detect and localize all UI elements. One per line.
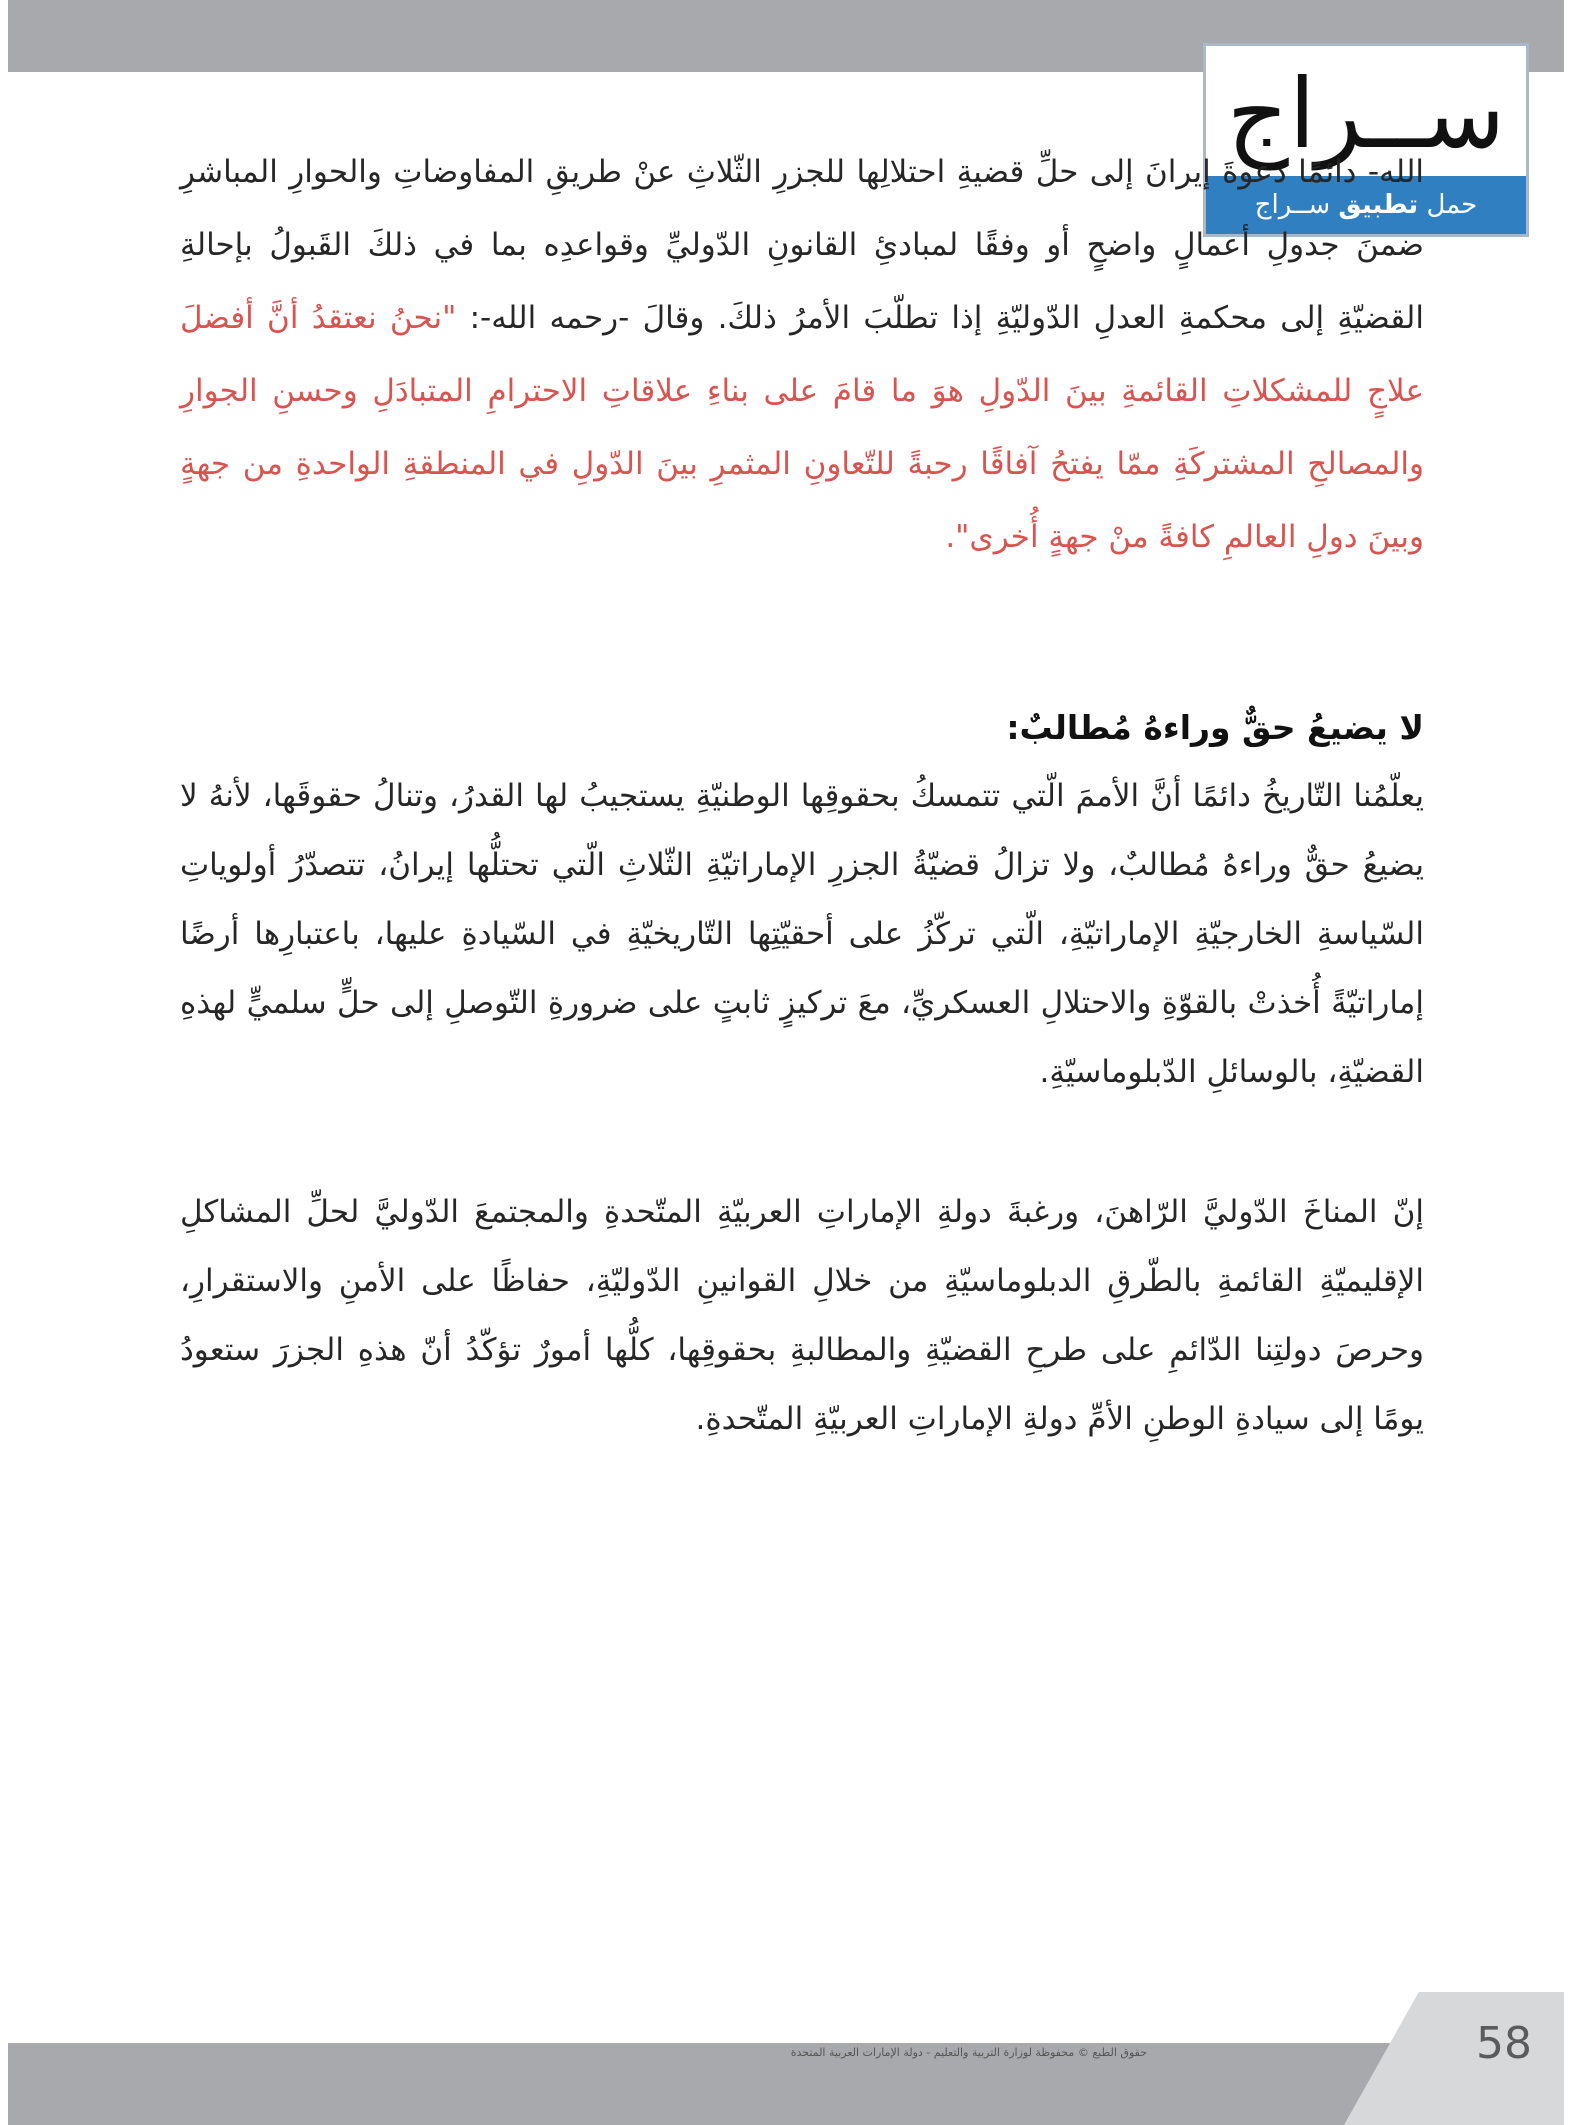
body-paragraph-2: إنّ المناخَ الدّوليَّ الرّاهنَ، ورغبةَ دولةِ الإماراتِ العربيّةِ المتّحدةِ والمجتمعَ الدّوليَّ لحلِّ المشاكلِ الإقليميّةِ القائمةِ بالطّرقِ الدبلوماسيّةِ من خلالِ القوانينِ الدّوليّةِ، حفاظًا على الأمنِ والاستقرارِ، وحرصَ دولتِنا الدّائمِ على طرحِ القضيّةِ والمطالبةِ بحقوقِها، كلُّها أمورٌ تؤكّدُ أنّ هذهِ الجزرَ ستعودُ يومًا إلى سيادةِ الوطنِ الأمِّ دولةِ الإماراتِ العربيّةِ المتّحدةِ. <box>180 1194 1424 1437</box>
intro-text: الله- دائمًا دعوةَ إيرانَ إلى حلِّ قضيةِ احتلالِها للجزرِ الثّلاثِ عنْ طريقِ المفاوضاتِ والحوارِ المباشرِ ضمنَ جدولِ أعمالٍ واضحٍ أو وفقًا لمبادئِ القانونِ الدّوليِّ وقواعدِه بما في ذلكَ القَبولُ بإحالةِ القضيّةِ إلى محكمةِ العدلِ الدّوليّةِ إذا تطلّبَ الأمرُ ذلكَ. وقالَ -رحمه الله-: <box>180 154 1424 336</box>
intro-paragraph <box>180 136 1424 574</box>
footer-bar <box>8 2043 1564 2125</box>
band-text-part2: تطبيق <box>1338 190 1419 220</box>
band-text-part3: ســراج <box>1254 190 1331 220</box>
section-heading: لا يضيعُ حقٌّ وراءهُ مُطالبٌ: <box>1006 708 1424 747</box>
body-paragraph-1: يعلّمُنا التّاريخُ دائمًا أنَّ الأممَ الّتي تتمسكُ بحقوقِها الوطنيّةِ يستجيبُ لها القدرُ، وتنالُ حقوقَها، لأنهُ لا يضيعُ حقٌّ وراءهُ مُطالبٌ، ولا تزالُ قضيّةُ الجزرِ الإماراتيّةِ الثّلاثِ الّتي تحتلُّها إيرانُ، تتصدّرُ أولوياتِ السّياسةِ الخارجيّةِ الإماراتيّةِ، الّتي تركّزُ على أحقيّتِها التّاريخيّةِ في السّيادةِ عليها، باعتبارِها أرضًا إماراتيّةً أُخذتْ بالقوّةِ والاحتلالِ العسكريِّ، معَ تركيزٍ ثابتٍ على ضرورةِ التّوصلِ إلى حلٍّ سلميٍّ لهذهِ القضيّةِ، بالوسائلِ الدّبلوماسيّةِ. <box>180 778 1424 1090</box>
band-text-part1: حمل <box>1426 190 1478 220</box>
page-number: 58 <box>1476 2018 1532 2069</box>
logo-wordmark: ســراج <box>1226 58 1506 170</box>
copyright-notice: حقوق الطبع © محفوظة لوزارة التربية والتعليم - دولة الإمارات العربية المتحدة <box>790 2046 1147 2059</box>
quoted-statement: "نحنُ نعتقدُ أنَّ أفضلَ علاجٍ للمشكلاتِ القائمةِ بينَ الدّولِ هوَ ما قامَ على بناءِ علاقاتِ الاحترامِ المتبادَلِ وحسنِ الجوارِ والمصالحِ المشتركَةِ ممّا يفتحُ آفاقًا رحبةً للتّعاونِ المثمرِ بينَ الدّولِ في المنطقةِ الواحدةِ من جهةٍ وبينَ دولِ العالمِ كافةً منْ جهةٍ أُخرى". <box>180 300 1424 555</box>
